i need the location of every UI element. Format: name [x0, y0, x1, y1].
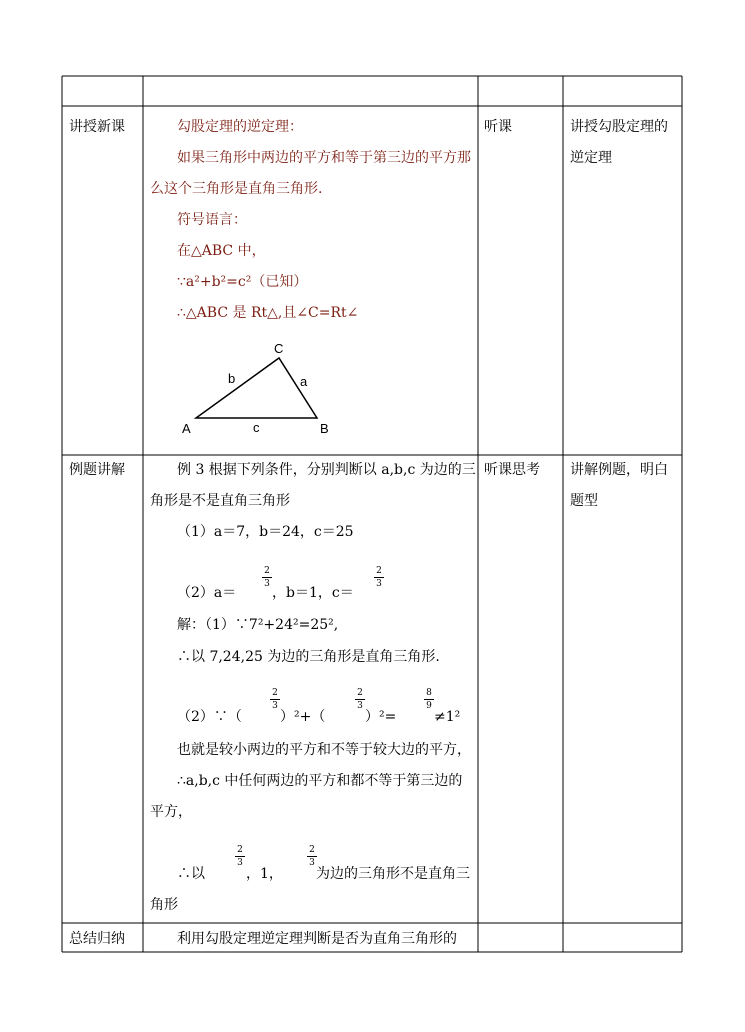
condition-2-a: （2）a＝ [177, 585, 237, 601]
teacher-activity-example-line1: 讲解例题，明白 [570, 462, 668, 478]
theorem-statement-line2: 么这个三角形是直角三角形. [150, 181, 323, 197]
solution-1: 解：（1）∵7²+24²=25², [177, 617, 339, 633]
theorem-heading: 勾股定理的逆定理： [177, 119, 303, 135]
teacher-activity-line2: 逆定理 [570, 150, 612, 166]
conclusion-line2: 角形 [150, 897, 178, 913]
therefore-statement: ∴△ABC 是 Rt△,且∠C=Rt∠ [177, 305, 359, 321]
side-label-b: b [228, 371, 236, 386]
condition-1: （1）a＝7，b＝24，c＝25 [177, 524, 354, 540]
in-triangle-text: 在△ABC 中， [177, 243, 266, 259]
solution-2-part-d: ≠1² [434, 709, 461, 725]
solution-2-line4: 平方， [150, 804, 192, 820]
conclusion-part-c: 为边的三角形不是直角三 [316, 866, 470, 882]
student-activity-think: 听课思考 [484, 462, 540, 478]
symbol-language-label: 符号语言： [177, 212, 247, 228]
teacher-activity-line1: 讲授勾股定理的 [570, 119, 668, 135]
solution-2-part-c: ）²= [365, 709, 397, 725]
fraction-two-thirds: 2 3 [374, 566, 384, 589]
conclusion-part-b: ，1， [246, 866, 283, 882]
stage-label-summary: 总结归纳 [69, 931, 125, 947]
vertex-label-a: A [182, 421, 191, 436]
example-line1: 例 3 根据下列条件，分别判断以 a,b,c 为边的三 [177, 462, 476, 478]
vertex-label-c: C [274, 341, 284, 356]
fraction-two-thirds: 2 3 [307, 845, 317, 868]
vertex-label-b: B [320, 421, 329, 436]
fraction-two-thirds: 2 3 [270, 688, 280, 711]
condition-2-b: ，b＝1，c＝ [272, 585, 354, 601]
example-line2: 角形是不是直角三角形 [150, 493, 290, 509]
side-label-a: a [300, 374, 308, 389]
solution-2-part-a: （2）∵（ [177, 709, 242, 725]
summary-line1: 利用勾股定理逆定理判断是否为直角三角形的 [177, 931, 457, 947]
student-activity-listen: 听课 [484, 119, 512, 135]
theorem-statement-line1: 如果三角形中两边的平方和等于第三边的平方那 [177, 150, 471, 166]
teacher-activity-example-line2: 题型 [570, 493, 598, 509]
solution-2-line2: 也就是较小两边的平方和不等于较大边的平方， [177, 742, 471, 758]
solution-2-line3: ∴a,b,c 中任何两边的平方和都不等于第三边的 [177, 773, 463, 789]
stage-label-example: 例题讲解 [69, 462, 125, 478]
fraction-two-thirds: 2 3 [235, 845, 245, 868]
fraction-two-thirds: 2 3 [355, 688, 365, 711]
stage-label-new-lesson: 讲授新课 [69, 119, 125, 135]
solution-2-part-b: ）²+（ [280, 709, 326, 725]
because-statement: ∵a²+b²=c²（已知） [177, 274, 308, 290]
side-label-c: c [253, 420, 260, 435]
solution-1-conclusion: ∴以 7,24,25 为边的三角形是直角三角形. [177, 649, 440, 665]
fraction-two-thirds: 2 3 [262, 566, 272, 589]
conclusion-part-a: ∴以 [177, 866, 205, 882]
fraction-eight-ninths: 8 9 [424, 688, 434, 711]
